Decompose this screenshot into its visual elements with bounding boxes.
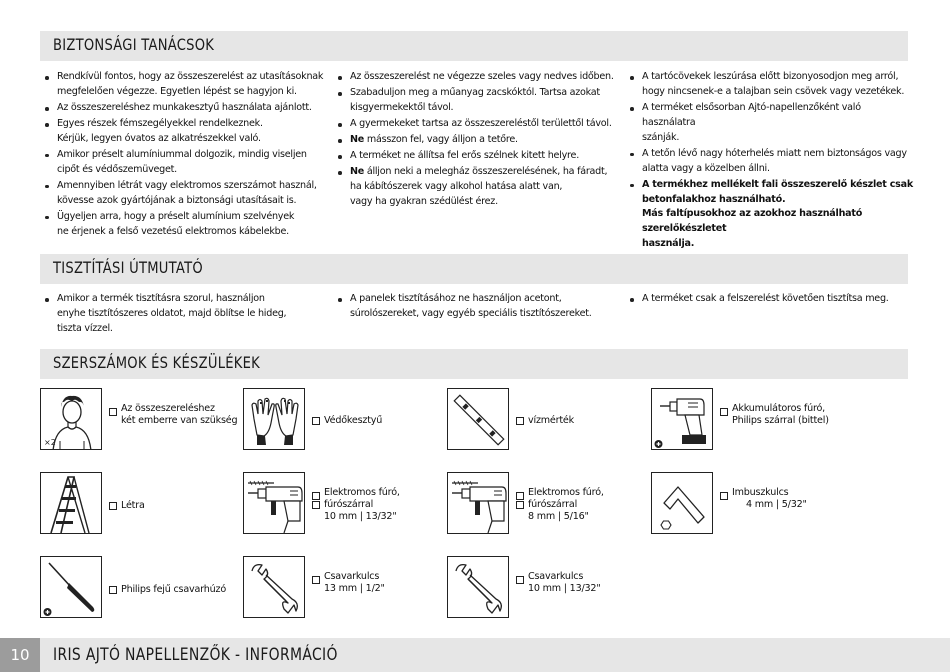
bullet-line: Ne álljon neki a melegház összeszerelésének, ha fáradt, (350, 165, 608, 177)
checkbox[interactable] (516, 501, 524, 509)
bullet-item (336, 133, 621, 148)
bullet-line: Amikor préselt alumíniummal dolgozik, mindig viseljen (57, 148, 307, 160)
bullet-item (43, 210, 328, 240)
label-line: Elektromos fúró, (528, 487, 604, 498)
page-number: 10 (0, 638, 40, 672)
checkbox[interactable] (312, 417, 320, 425)
checkbox[interactable] (720, 408, 728, 416)
electric-drill-icon (243, 472, 305, 534)
bullet-item (628, 178, 913, 253)
checkbox[interactable] (720, 492, 728, 500)
label-line: Elektromos fúró, (324, 487, 400, 498)
bullet-line: alatta vagy a közelben állni. (642, 162, 770, 174)
label-line: Létra (121, 500, 145, 511)
cleaning-col-1 (43, 292, 328, 338)
checkbox[interactable] (312, 501, 320, 509)
bullet-item (43, 292, 328, 337)
screwdriver-icon (40, 556, 102, 618)
bullet-item (336, 117, 621, 132)
label-line: két emberre van szükség (121, 415, 238, 427)
checkbox[interactable] (516, 492, 524, 500)
bullet-line: Amikor a termék tisztításra szorul, használjon (57, 293, 265, 304)
bullet-line: hogy nincsenek-e a talajban sein csövek vagy vezetékek. (642, 85, 905, 97)
tools-title: SZERSZÁMOK ÉS KÉSZÜLÉKEK (53, 353, 261, 372)
bullet-item (628, 147, 913, 177)
bullet-line: A terméket elsősorban Ajtó-napellenzőként való használatra (642, 101, 861, 128)
bullet-line: Az összeszerelést ne végezze szeles vagy nedves időben. (350, 71, 614, 82)
bullet-item (628, 292, 913, 307)
bullet-item (43, 179, 328, 209)
tool-label (732, 403, 932, 427)
cleaning-col-2 (336, 292, 621, 323)
bullet-line: A termékhez mellékelt fali összeszerelő készlet csak (642, 178, 913, 190)
checkbox[interactable] (516, 576, 524, 584)
bullet-item (336, 149, 621, 164)
bullet-line: A terméket ne állítsa fel erős szélnek kitett helyre. (350, 149, 579, 161)
safety-col-2 (336, 70, 621, 211)
bullet-line: szánják. (642, 131, 680, 143)
tool-label (732, 487, 932, 511)
bullet-line: Amennyiben létrát vagy elektromos szerszámot használ, (57, 179, 317, 191)
cleaning-header (40, 254, 908, 284)
wrench-icon (243, 556, 305, 618)
bullet-line: ne érjenek a felső vezetésű elektromos kábelekbe. (57, 225, 289, 237)
bullet-item (336, 70, 621, 85)
bullet-line: betonfalakhoz használható. (642, 193, 786, 205)
bullet-line: Egyes részek fémszegélyekkel rendelkeznek. (57, 117, 263, 129)
cleaning-title: TISZTÍTÁSI ÚTMUTATÓ (53, 258, 203, 277)
people-multiplier: ×2 (44, 438, 56, 447)
bullet-item (43, 70, 328, 100)
bullet-line: Szabaduljon meg a műanyag zacskóktól. Tartsa azokat (350, 87, 600, 98)
label-line: vízmérték (528, 415, 574, 426)
label-line: Akkumulátoros fúró, (732, 403, 826, 414)
bullet-line: A tetőn lévő nagy hóterhelés miatt nem biztonságos vagy (642, 147, 907, 159)
spirit-level-icon (447, 388, 509, 450)
checkbox[interactable] (516, 417, 524, 425)
bullet-line: Kérjük, legyen óvatos az alkatrészekkel való. (57, 132, 261, 144)
hex-key-icon (651, 472, 713, 534)
bullet-line: enyhe tisztítószeres oldatot, majd öblítse le hideg, (57, 307, 287, 319)
checkbox[interactable] (109, 586, 117, 594)
bullet-line: kövesse azok gyártójának a biztonsági utasításait is. (57, 194, 297, 206)
label-line: fúrószárral (528, 499, 578, 511)
bullet-line: Más faltípusokhoz az azokhoz használható szerelőkészletet (642, 208, 863, 235)
bullet-item (43, 101, 328, 116)
bullet-line: súrolószereket, vagy egyéb speciális tisztítószereket. (350, 307, 592, 319)
bullet-line: tiszta vízzel. (57, 322, 113, 334)
bullet-item (336, 165, 621, 210)
electric-drill-icon (447, 472, 509, 534)
bullet-line: A panelek tisztításához ne használjon acetont, (350, 293, 562, 304)
label-line: 4 mm | 5/32" (746, 499, 807, 511)
page-footer (0, 638, 950, 672)
label-line: Philips fejű csavarhúzó (121, 584, 227, 595)
bullet-item (336, 86, 621, 116)
bullet-item (43, 148, 328, 178)
label-line: Csavarkulcs (528, 571, 584, 582)
bullet-line: megfelelően végezze. Egyetlen lépést se hagyjon ki. (57, 85, 297, 97)
bullet-item (43, 117, 328, 147)
bullet-line: A terméket csak a felszerelést követően tisztítsa meg. (642, 293, 889, 304)
safety-col-1 (43, 70, 328, 241)
safety-header (40, 31, 908, 61)
bullet-line: Ügyeljen arra, hogy a préselt alumínium szelvények (57, 210, 295, 222)
tool-label (528, 571, 728, 595)
bullet-line: A gyermekeket tartsa az összeszereléstől területtől távol. (350, 117, 612, 129)
bullet-item (628, 70, 913, 100)
bullet-line: Rendkívül fontos, hogy az összeszerelést az utasításoknak (57, 71, 324, 82)
label-line: Imbuszkulcs (732, 487, 789, 498)
safety-title: BIZTONSÁGI TANÁCSOK (53, 35, 215, 54)
footer-title: IRIS AJTÓ NAPELLENZŐK - INFORMÁCIÓ (53, 645, 338, 665)
bullet-line: cipőt és védőszemüveget. (57, 163, 177, 175)
bullet-line: vagy ha gyakran szédülést érez. (350, 195, 498, 207)
label-line: 13 mm | 1/2" (324, 583, 385, 595)
bullet-line: Ne másszon fel, vagy álljon a tetőre. (350, 133, 518, 145)
tools-header (40, 349, 908, 379)
bullet-line: használja. (642, 238, 695, 250)
label-line: fúrószárral (324, 499, 374, 511)
gloves-icon (243, 388, 305, 450)
label-line: Az összeszereléshez (121, 403, 215, 414)
label-line: Philips szárral (bittel) (732, 415, 829, 427)
label-line: Csavarkulcs (324, 571, 380, 582)
safety-col-3 (628, 70, 913, 253)
cordless-drill-icon (651, 388, 713, 450)
label-line: 10 mm | 13/32" (528, 583, 601, 595)
cleaning-col-3 (628, 292, 913, 308)
label-line: 8 mm | 5/16" (528, 511, 589, 523)
ladder-icon (40, 472, 102, 534)
bullet-line: ha kábítószerek vagy alkohol hatása alatt van, (350, 180, 563, 192)
bullet-line: kisgyermekektől távol. (350, 101, 454, 113)
checkbox[interactable] (312, 492, 320, 500)
bullet-line: Az összeszereléshez munkakesztyű használata ajánlott. (57, 101, 312, 113)
bullet-item (336, 292, 621, 322)
bullet-item (628, 101, 913, 146)
bullet-line: A tartócövekek leszúrása előtt bizonyosodjon meg arról, (642, 71, 899, 82)
checkbox[interactable] (109, 502, 117, 510)
label-line: Védőkesztyű (324, 415, 383, 426)
checkbox[interactable] (109, 408, 117, 416)
two-people-icon (40, 388, 102, 450)
wrench-icon (447, 556, 509, 618)
label-line: 10 mm | 13/32" (324, 511, 397, 523)
checkbox[interactable] (312, 576, 320, 584)
